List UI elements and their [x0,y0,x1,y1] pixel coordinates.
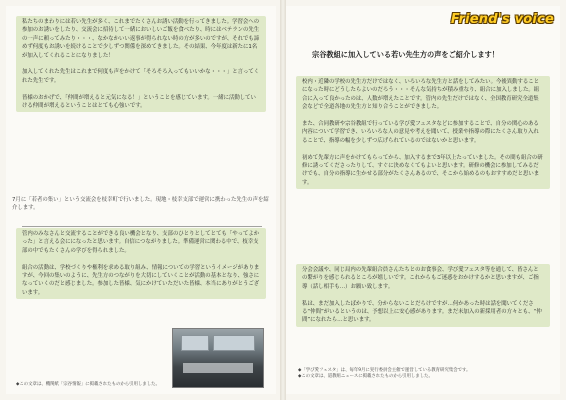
footnote-1: ◆「学び愛フェスタ」は、毎年9月に実行委員会主催で運営している教育研究集会です。 [298,368,471,373]
right-page [286,6,560,394]
photo-table [183,363,253,373]
right-page-title: 宗谷教組に加入している若い先生方の声をご紹介します！ [312,50,499,59]
photo-window-left [181,335,209,351]
right-testimonial-2-highlight [296,264,550,327]
section-divider [22,226,262,227]
meeting-photo [172,328,264,388]
footnote-2: ◆この文章は、道教組ニュースに掲載されたものから引用しました。 [298,374,433,379]
left-intro-highlight [16,16,266,112]
right-footnotes [298,368,548,380]
left-testimonial-paragraph: 管内のみなさんと交流することができる良い機会となり、支部のひとりとしてとても「やってよかった」と言える会にになったと思います。自信につながりました。準備運営に関わる中で、枝幸支部の中でもたくさんの学びを得られました。 組合の活動は、学校づくりや権利を求める取り組み、情報についての学習というイメージがありますが、今回の集いのように、先生方のつながりを大切にしていくことが活動の基本となり、強さになっていくのだと感じました。参加した皆様、気にかけていただいた皆様、本当にありがとうございます。 [22,231,260,296]
right-testimonial-1-paragraph: 校内・近隣の学校の先生方だけではなく、いろいろな先生方と話をしてみたい。今後異動することになった時にどうしたらよいのだろう・・・そんな気持ちが積み重なり、組合に加入しました。組合に入って良かったのは、人数が増えたことです。管内の先生だけではなく、全国教育研究全道集会などで全道各地の先生方と知り合うことができました。 また、合同教研や宗谷教組で行っている学び愛フェスタなどに参加することで、自分の関心のある内容について学習でき、いろいろな人の意見や考えを聞いて、授業や指導の際にたくさん取り入れることで、指導の幅を少しずつ広げられているのではないかと思います。 初めて先輩方に声をかけてもらってから、加入するまで3年以上たっていました。その間も組合の研修に誘ってくださったりして、すぐに決めなくてもよいと思います。研修の機会に参加してみるだけでも、自分の指導に生かせる部分がたくさんあるので、そこから始めるのもおすすめだと思います。 [302,79,543,186]
left-announcement [6,194,276,215]
right-testimonial-1 [286,76,560,189]
right-testimonial-2 [286,264,560,327]
left-testimonial-section [6,228,276,299]
brand-title: Friend's voice [450,12,554,27]
left-intro-section [6,16,276,112]
photo-window-right [213,335,255,351]
left-caption: ◆この文章は、機関紙「宗谷情報」に掲載されたものから引用しました。 [16,382,160,387]
right-testimonial-1-highlight [296,76,550,189]
left-testimonial-highlight [16,228,266,299]
left-announcement-text: 7月に「若者の集い」という交流会を枝幸町で行いました。現地・枝幸支部で運営に携わった先生の声を紹介します。 [12,197,269,212]
left-page [6,6,276,394]
left-intro-paragraph: 私たちのまわりには若い先生が多く、これまでたくさんお誘い活動を行ってきました。学習会への参加のお誘いをしたり、交流会に招待して一緒においしいご飯を食べたり、時にはベテランの先生の一声に頼ってみたり・・・、なかなかいい返事が得られない時の方が多いのですが、それでも諦めず何度もお誘いを続けることで少しずつ関係を深めてきました。その結果、今年度は新たに1名が加入してくれることになりました！ 加入してくれた先生はこれまで何度も声をかけて「そろそろ入ってもいいかな・・・」と言ってくれた先生です。 皆様のおかげで、「仲間が増えると元気になる！」ということを感じています。一緒に活動していける仲間が増えるということはとても心強いです。 [22,19,260,110]
right-testimonial-2-paragraph: 分会会議や、同じ局内の先輩組合員さんたちとのお食事会、学び愛フェスタ等を通して、皆さんとの繋がりを感じられるところが嬉しいです。これからもご迷惑をおかけするかと思いますが、ご指導（話し相手も…）お願い致します。 私は、まだ加入したばかりで、分からないことだらけですが…何かあった時は話を聞いてくださる“仲間”がいるというのは、予想以上に安心感があります。まだ未加入の新採用者の方々とも、“仲間”になれたら…と思います。 [302,267,542,324]
